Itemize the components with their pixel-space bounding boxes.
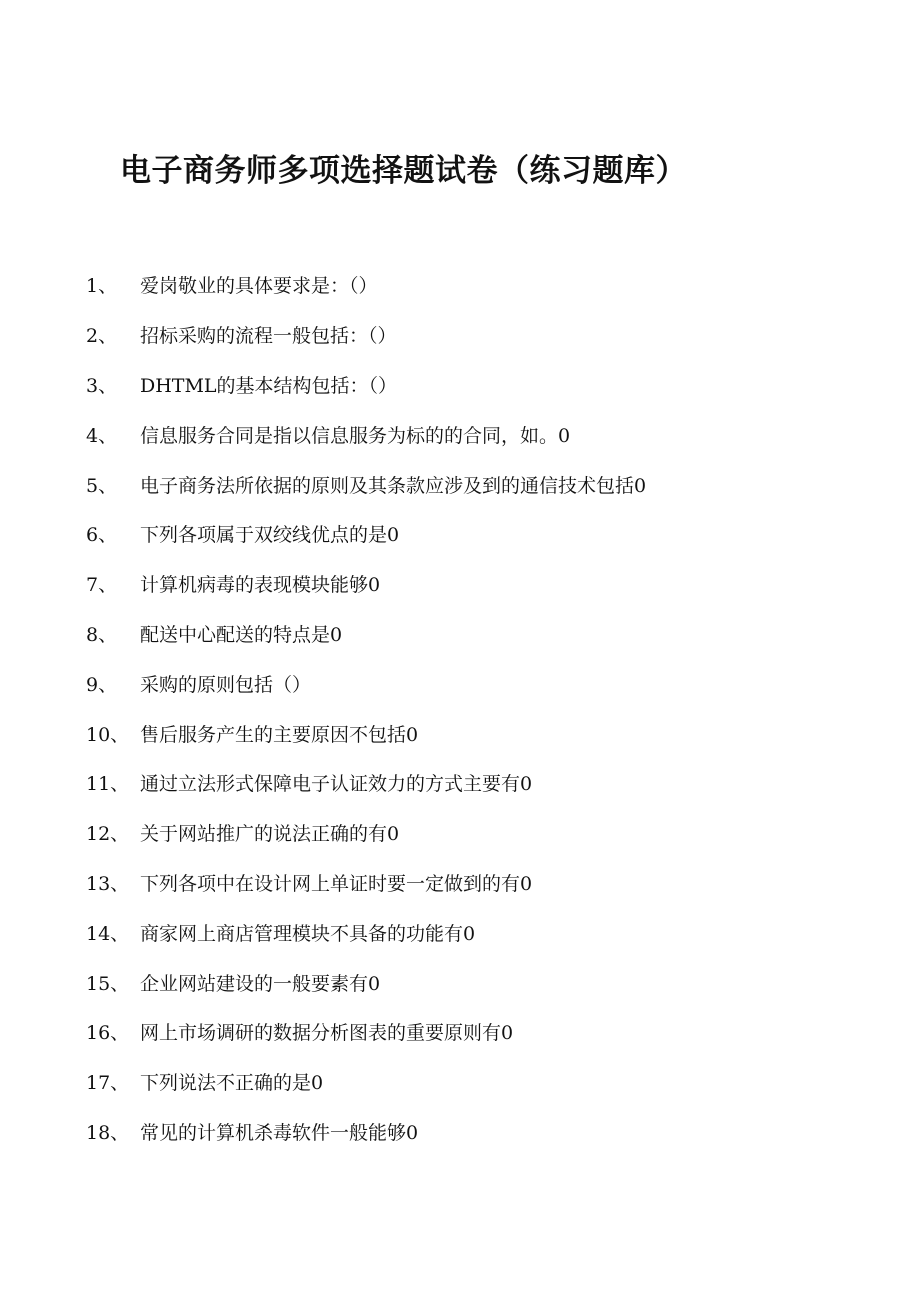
question-item <box>0 758 920 808</box>
question-text: 常见的计算机杀毒软件一般能够0 <box>140 1121 419 1144</box>
question-item <box>0 310 920 360</box>
page-title: 电子商务师多项选择题试卷（练习题库） <box>120 152 687 189</box>
question-number: 9、 <box>86 673 118 696</box>
question-text: 爱岗敬业的具体要求是：（） <box>140 275 378 298</box>
question-text: 配送中心配送的特点是0 <box>140 623 343 646</box>
question-number: 6、 <box>86 524 118 547</box>
question-number: 12、 <box>86 823 130 846</box>
question-number: 18、 <box>86 1121 130 1144</box>
question-number: 17、 <box>86 1072 130 1095</box>
question-item <box>0 808 920 858</box>
question-item <box>0 559 920 609</box>
question-number: 10、 <box>86 723 130 746</box>
question-number: 16、 <box>86 1022 130 1045</box>
question-item <box>0 609 920 659</box>
question-text: 网上市场调研的数据分析图表的重要原则有0 <box>140 1022 514 1045</box>
question-item <box>0 409 920 459</box>
question-number: 1、 <box>86 275 118 298</box>
question-list <box>0 260 920 1156</box>
question-item <box>0 708 920 758</box>
question-number: 5、 <box>86 474 118 497</box>
question-item <box>0 858 920 908</box>
question-item <box>0 1107 920 1157</box>
question-text: 售后服务产生的主要原因不包括0 <box>140 723 419 746</box>
question-number: 13、 <box>86 872 130 895</box>
question-item <box>0 459 920 509</box>
question-text: DHTML的基本结构包括：（） <box>140 374 398 397</box>
question-item <box>0 509 920 559</box>
question-number: 2、 <box>86 325 118 348</box>
question-number: 14、 <box>86 922 130 945</box>
question-item <box>0 658 920 708</box>
question-item <box>0 1007 920 1057</box>
question-number: 8、 <box>86 623 118 646</box>
question-text: 通过立法形式保障电子认证效力的方式主要有0 <box>140 773 533 796</box>
question-item <box>0 360 920 410</box>
question-text: 招标采购的流程一般包括：（） <box>140 325 397 348</box>
question-text: 采购的原则包括（） <box>140 673 312 696</box>
question-text: 企业网站建设的一般要素有0 <box>140 972 381 995</box>
question-item <box>0 260 920 310</box>
question-text: 下列各项中在设计网上单证时要一定做到的有0 <box>140 872 533 895</box>
question-text: 计算机病毒的表现模块能够0 <box>140 574 381 597</box>
question-number: 11、 <box>86 773 130 796</box>
question-text: 下列各项属于双绞线优点的是0 <box>140 524 400 547</box>
question-number: 15、 <box>86 972 130 995</box>
question-text: 商家网上商店管理模块不具备的功能有0 <box>140 922 476 945</box>
question-text: 电子商务法所依据的原则及其条款应涉及到的通信技术包括0 <box>140 474 647 497</box>
question-text: 下列说法不正确的是0 <box>140 1072 324 1095</box>
question-number: 7、 <box>86 574 118 597</box>
question-item <box>0 1057 920 1107</box>
question-number: 3、 <box>86 374 118 397</box>
question-item <box>0 957 920 1007</box>
question-text: 关于网站推广的说法正确的有0 <box>140 823 400 846</box>
question-text: 信息服务合同是指以信息服务为标的的合同，如。0 <box>140 424 571 447</box>
question-item <box>0 907 920 957</box>
question-number: 4、 <box>86 424 118 447</box>
